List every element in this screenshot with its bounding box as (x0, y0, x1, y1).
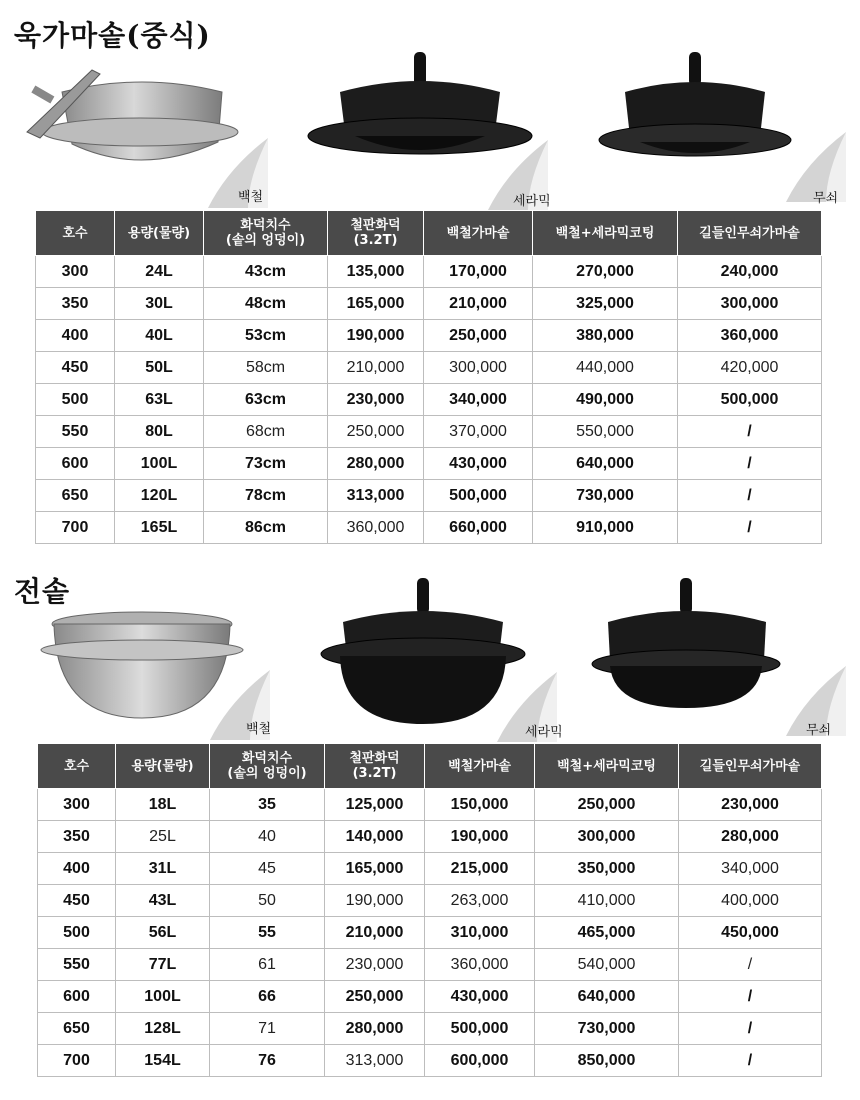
table-cell: 310,000 (425, 917, 535, 949)
table-cell: 500,000 (424, 480, 533, 512)
table-cell: 210,000 (424, 288, 533, 320)
table-cell: 140,000 (325, 821, 425, 853)
table-cell: 53cm (204, 320, 328, 352)
table-body (36, 256, 822, 544)
column-header: 용량(물량) (115, 211, 204, 256)
table-cell: 450,000 (679, 917, 822, 949)
table-cell: 410,000 (535, 885, 679, 917)
table-cell: 640,000 (533, 448, 678, 480)
table-body (38, 789, 822, 1077)
table-cell: 68cm (204, 416, 328, 448)
table-cell: 370,000 (424, 416, 533, 448)
table-cell: / (678, 448, 822, 480)
table-row (36, 288, 822, 320)
table-cell: 490,000 (533, 384, 678, 416)
table-cell: 78cm (204, 480, 328, 512)
table-cell: 58cm (204, 352, 328, 384)
table-cell: / (679, 949, 822, 981)
table-cell: 270,000 (533, 256, 678, 288)
table-row (38, 789, 822, 821)
table-cell: 100L (116, 981, 210, 1013)
table-cell: 380,000 (533, 320, 678, 352)
table-cell: / (679, 981, 822, 1013)
column-header: 호수 (36, 211, 115, 256)
column-header: 길들인무쇠가마솥 (679, 744, 822, 789)
table-cell: 190,000 (325, 885, 425, 917)
column-header: 백철+세라믹코팅 (533, 211, 678, 256)
table-cell: 230,000 (325, 949, 425, 981)
table-cell: 48cm (204, 288, 328, 320)
table-cell: 340,000 (424, 384, 533, 416)
material-label: 백철 (238, 190, 264, 205)
table-cell: 250,000 (535, 789, 679, 821)
table-row (36, 448, 822, 480)
table-cell: 24L (115, 256, 204, 288)
column-header: 화덕치수 (솥의 엉덩이) (204, 211, 328, 256)
table-cell: 165L (115, 512, 204, 544)
table-row (38, 949, 822, 981)
table-cell: / (678, 512, 822, 544)
table-cell: 360,000 (678, 320, 822, 352)
table-cell: 400,000 (679, 885, 822, 917)
table-row (36, 480, 822, 512)
table-cell: 300,000 (535, 821, 679, 853)
column-header: 용량(물량) (116, 744, 210, 789)
table-cell: 45 (210, 853, 325, 885)
table-cell: 165,000 (325, 853, 425, 885)
table-cell: 500,000 (425, 1013, 535, 1045)
table-row (38, 1013, 822, 1045)
table-cell: 43cm (204, 256, 328, 288)
table-cell: 420,000 (678, 352, 822, 384)
table-cell: 210,000 (328, 352, 424, 384)
table-cell: 350,000 (535, 853, 679, 885)
table-cell: 50 (210, 885, 325, 917)
section2-title: 전솥 (14, 575, 71, 608)
table-row (38, 1045, 822, 1077)
table-cell: 500 (36, 384, 115, 416)
table-cell: 55 (210, 917, 325, 949)
table-cell: 280,000 (679, 821, 822, 853)
table-cell: 120L (115, 480, 204, 512)
table-cell: 190,000 (328, 320, 424, 352)
column-header: 백철+세라믹코팅 (535, 744, 679, 789)
table-cell: 500,000 (678, 384, 822, 416)
table-cell: 73cm (204, 448, 328, 480)
table-cell: 700 (38, 1045, 116, 1077)
table-cell: / (679, 1045, 822, 1077)
table-cell: 71 (210, 1013, 325, 1045)
price-table-1 (35, 210, 822, 544)
table-cell: 360,000 (328, 512, 424, 544)
table-cell: 313,000 (325, 1045, 425, 1077)
table-cell: 63L (115, 384, 204, 416)
table-cell: 250,000 (424, 320, 533, 352)
table-cell: 128L (116, 1013, 210, 1045)
table-cell: 730,000 (533, 480, 678, 512)
table-cell: 25L (116, 821, 210, 853)
table-cell: 40L (115, 320, 204, 352)
table-row (38, 981, 822, 1013)
table-cell: / (678, 416, 822, 448)
table-cell: 18L (116, 789, 210, 821)
table-cell: 730,000 (535, 1013, 679, 1045)
table-row (36, 256, 822, 288)
column-header: 호수 (38, 744, 116, 789)
table-cell: 100L (115, 448, 204, 480)
material-label: 세라믹 (513, 194, 551, 209)
column-header: 길들인무쇠가마솥 (678, 211, 822, 256)
table-cell: 350 (36, 288, 115, 320)
table-cell: 465,000 (535, 917, 679, 949)
table-cell: 350 (38, 821, 116, 853)
pot-image-muswe-2 (590, 578, 785, 710)
table-cell: 660,000 (424, 512, 533, 544)
table-cell: 135,000 (328, 256, 424, 288)
table-cell: 77L (116, 949, 210, 981)
table-cell: 650 (36, 480, 115, 512)
table-row (36, 416, 822, 448)
table-cell: 210,000 (325, 917, 425, 949)
table-cell: 550 (38, 949, 116, 981)
table-cell: 66 (210, 981, 325, 1013)
table-cell: 56L (116, 917, 210, 949)
table-cell: 125,000 (325, 789, 425, 821)
table-cell: 215,000 (425, 853, 535, 885)
table-cell: 35 (210, 789, 325, 821)
table-row (36, 512, 822, 544)
table-cell: 360,000 (425, 949, 535, 981)
table-cell: 150,000 (425, 789, 535, 821)
table-cell: 230,000 (328, 384, 424, 416)
table-cell: 550,000 (533, 416, 678, 448)
table-cell: 340,000 (679, 853, 822, 885)
table-cell: 50L (115, 352, 204, 384)
table-row (36, 352, 822, 384)
column-header: 철판화덕 (3.2T) (325, 744, 425, 789)
price-table-2 (37, 743, 822, 1077)
table-cell: 650 (38, 1013, 116, 1045)
table-cell: 154L (116, 1045, 210, 1077)
table-cell: 240,000 (678, 256, 822, 288)
table-cell: 61 (210, 949, 325, 981)
table-cell: 540,000 (535, 949, 679, 981)
table-cell: 430,000 (424, 448, 533, 480)
table-cell: 76 (210, 1045, 325, 1077)
table-cell: / (678, 480, 822, 512)
column-header: 백철가마솥 (424, 211, 533, 256)
table-cell: 430,000 (425, 981, 535, 1013)
material-label: 무쇠 (806, 723, 832, 738)
table-cell: 550 (36, 416, 115, 448)
table-cell: 300,000 (424, 352, 533, 384)
table-cell: 80L (115, 416, 204, 448)
table-cell: 31L (116, 853, 210, 885)
table-cell: 450 (38, 885, 116, 917)
table-cell: 40 (210, 821, 325, 853)
table-cell: 43L (116, 885, 210, 917)
table-cell: 230,000 (679, 789, 822, 821)
table-cell: 850,000 (535, 1045, 679, 1077)
column-header: 화덕치수 (솥의 엉덩이) (210, 744, 325, 789)
table-cell: 250,000 (328, 416, 424, 448)
table-cell: 86cm (204, 512, 328, 544)
table-row (38, 821, 822, 853)
table-cell: 300,000 (678, 288, 822, 320)
table-cell: 170,000 (424, 256, 533, 288)
material-label: 세라믹 (525, 725, 563, 740)
material-label: 무쇠 (813, 191, 839, 206)
table-cell: 640,000 (535, 981, 679, 1013)
table-cell: 400 (36, 320, 115, 352)
table-cell: 280,000 (328, 448, 424, 480)
table-row (38, 885, 822, 917)
table-cell: / (679, 1013, 822, 1045)
table-header-row (36, 211, 822, 256)
table-cell: 440,000 (533, 352, 678, 384)
table-cell: 63cm (204, 384, 328, 416)
table-cell: 300 (36, 256, 115, 288)
table-row (38, 917, 822, 949)
table-cell: 450 (36, 352, 115, 384)
table-header-row (38, 744, 822, 789)
column-header: 철판화덕 (3.2T) (328, 211, 424, 256)
table-cell: 600 (38, 981, 116, 1013)
material-label: 백철 (246, 722, 272, 737)
table-cell: 500 (38, 917, 116, 949)
table-cell: 325,000 (533, 288, 678, 320)
table-cell: 280,000 (325, 1013, 425, 1045)
table-cell: 313,000 (328, 480, 424, 512)
table-cell: 400 (38, 853, 116, 885)
table-cell: 190,000 (425, 821, 535, 853)
table-cell: 263,000 (425, 885, 535, 917)
table-row (38, 853, 822, 885)
pot-image-muswe-1 (595, 52, 795, 164)
table-cell: 250,000 (325, 981, 425, 1013)
column-header: 백철가마솥 (425, 744, 535, 789)
table-row (36, 320, 822, 352)
table-cell: 300 (38, 789, 116, 821)
table-cell: 165,000 (328, 288, 424, 320)
table-cell: 600,000 (425, 1045, 535, 1077)
table-cell: 700 (36, 512, 115, 544)
table-cell: 30L (115, 288, 204, 320)
table-cell: 600 (36, 448, 115, 480)
table-row (36, 384, 822, 416)
section1-title: 욱가마솥(중식) (14, 19, 211, 52)
table-cell: 910,000 (533, 512, 678, 544)
